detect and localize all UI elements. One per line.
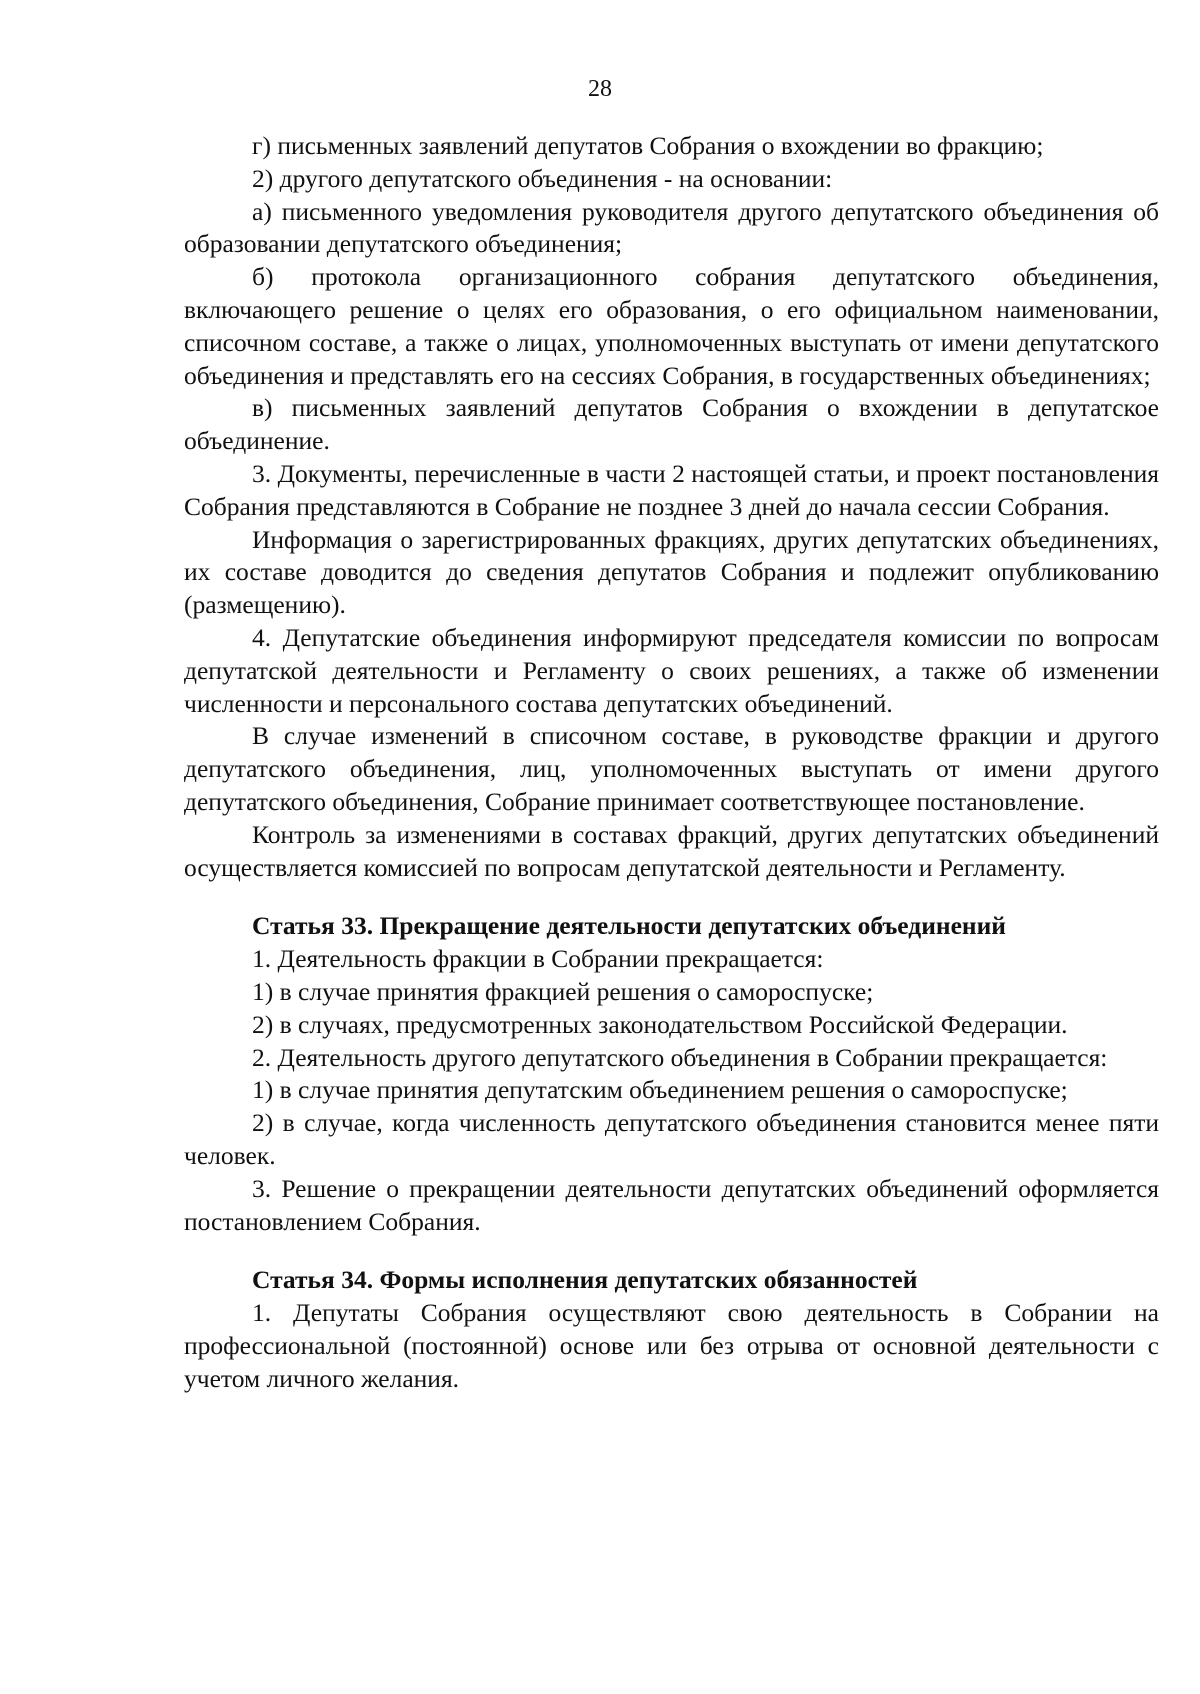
paragraph-changes: В случае изменений в списочном составе, в руководстве фракции и другого депутатского объединения, лиц, уполномоченных выступать от имени другого депутатского объединения, Собрание принимает соответствующее постановление.	[184, 721, 1159, 816]
paragraph-a-notification: а) письменного уведомления руководителя другого депутатского объединения об образовании депутатского объединения;	[184, 196, 1159, 259]
paragraph-33-1: 1. Деятельность фракции в Собрании прекращается:	[252, 944, 824, 974]
paragraph-33-2-2: 2) в случае, когда численность депутатского объединения становится менее пяти человек.	[184, 1108, 1159, 1170]
article-33-heading: Статья 33. Прекращение деятельности депутатских объединений	[252, 911, 1006, 941]
article-34-heading: Статья 34. Формы исполнения депутатских обязанностей	[252, 1265, 918, 1295]
paragraph-33-2: 2. Деятельность другого депутатского объединения в Собрании прекращается:	[252, 1042, 1108, 1072]
paragraph-33-3: 3. Решение о прекращении деятельности депутатских объединений оформляется постановлением Собрания.	[184, 1173, 1159, 1236]
paragraph-33-1-2: 2) в случаях, предусмотренных законодательством Российской Федерации.	[252, 1009, 1068, 1039]
paragraph-g-fraction-statements: г) письменных заявлений депутатов Собрания о вхождении во фракцию;	[252, 131, 1044, 160]
paragraph-other-association: 2) другого депутатского объединения - на основании:	[252, 163, 833, 193]
paragraph-control: Контроль за изменениями в составах фракций, других депутатских объединений осуществляется комиссией по вопросам депутатской деятельности и Регламенту.	[184, 819, 1159, 882]
paragraph-4-inform: 4. Депутатские объединения информируют председателя комиссии по вопросам депутатской деятельности и Регламенту о своих решениях, а также об изменении численности и персонального состава депутатских объединений.	[184, 622, 1159, 718]
paragraph-v-statements: в) письменных заявлений депутатов Собрания о вхождении в депутатское объединение.	[184, 393, 1159, 456]
paragraph-34-1: 1. Депутаты Собрания осуществляют свою деятельность в Собрании на профессиональной (постоянной) основе или без отрыва от основной деятельности с учетом личного желания.	[184, 1298, 1159, 1393]
paragraph-33-2-1: 1) в случае принятия депутатским объединением решения о самороспуске;	[252, 1075, 1068, 1105]
paragraph-33-1-1: 1) в случае принятия фракцией решения о самороспуске;	[252, 976, 874, 1006]
paragraph-3-documents: 3. Документы, перечисленные в части 2 настоящей статьи, и проект постановления Собрания представляются в Собрание не позднее 3 дней до начала сессии Собрания.	[184, 458, 1159, 521]
document-body	[184, 130, 1159, 1395]
paragraph-b-protocol: б) протокола организационного собрания депутатского объединения, включающего решение о целях его образования, о его официальном наименовании, списочном составе, а также о лицах, уполномоченных выступать от имени депутатского объединения и представлять его на сессиях Собрания, в государственных объединениях;	[184, 262, 1159, 390]
page-number: 28	[588, 76, 612, 102]
paragraph-information: Информация о зарегистрированных фракциях, других депутатских объединениях, их составе доводится до сведения депутатов Собрания и подлежит опубликованию (размещению).	[184, 524, 1159, 620]
